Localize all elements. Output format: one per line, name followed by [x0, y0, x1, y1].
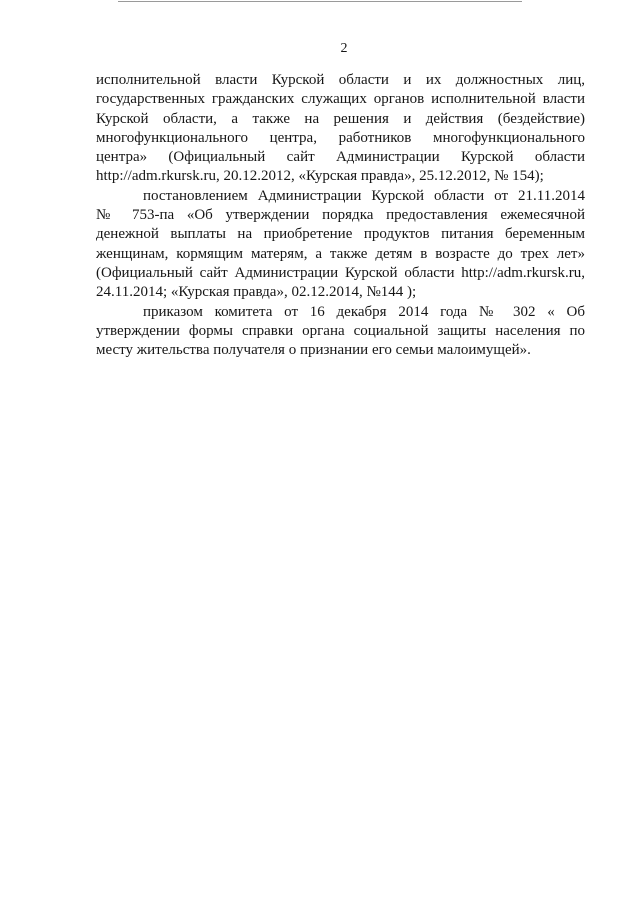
text-line: женщинам, кормящим матерям, а также детям в возрасте до трех лет» — [96, 245, 585, 262]
text-line: месту жительства получателя о признании его семьи малоимущей». — [96, 342, 531, 359]
text-line: денежной выплаты на приобретение продуктов питания беременным — [96, 226, 585, 243]
text-line: http://adm.rkursk.ru, 20.12.2012, «Курская правда», 25.12.2012, № 154); — [96, 168, 544, 185]
text-line: государственных гражданских служащих органов исполнительной власти — [96, 91, 585, 108]
text-line: многофункционального центра, работников многофункционального — [96, 129, 585, 146]
text-line: приказом комитета от 16 декабря 2014 года № 302 « Об — [143, 303, 585, 320]
text-line: постановлением Администрации Курской области от 21.11.2014 — [143, 187, 585, 204]
text-line: центра» (Официальный сайт Администрации Курской области — [96, 149, 585, 166]
paragraph-resolution-753 — [96, 187, 585, 303]
text-line: № 753-па «Об утверждении порядка предоставления ежемесячной — [96, 207, 585, 224]
paragraph-complaint-procedure — [96, 71, 585, 187]
text-line: (Официальный сайт Администрации Курской области http://adm.rkursk.ru, — [96, 264, 585, 281]
document-body — [96, 71, 585, 360]
scan-top-edge-line — [118, 1, 522, 2]
text-line: исполнительной власти Курской области и их должностных лиц, — [96, 72, 585, 88]
text-line: 24.11.2014; «Курская правда», 02.12.2014, №144 ); — [96, 284, 417, 301]
text-line: утверждении формы справки органа социальной защиты населения по — [96, 322, 585, 339]
text-line: Курской области, а также на решения и действия (бездействие) — [96, 110, 585, 127]
page-number: 2 — [340, 41, 348, 56]
paragraph-order-302 — [96, 303, 585, 361]
